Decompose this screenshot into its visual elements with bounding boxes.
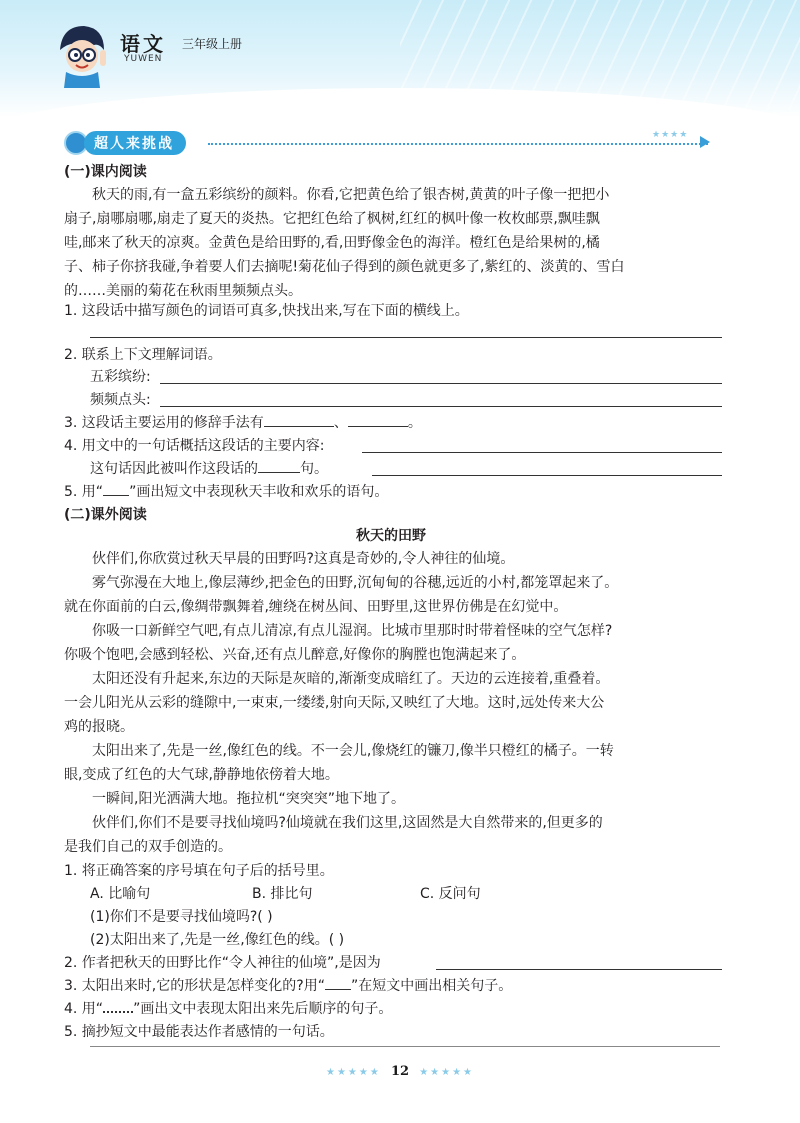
option-b: B. 排比句 — [252, 886, 313, 902]
p2-question-3-end: ”在短文中画出相关句子。 — [350, 978, 513, 994]
section-banner — [64, 131, 186, 155]
question-5-text: 5. 用“ — [64, 484, 104, 500]
wavy-line-sample — [103, 1001, 133, 1013]
section-stars: ★★★★ — [652, 130, 689, 140]
article-line: 太阳还没有升起来,东边的天际是灰暗的,渐渐变成暗红了。天边的云连接着,重叠着。 — [92, 671, 610, 687]
section-title: 超人来挑战 — [84, 131, 186, 155]
question-2b: 频频点头: — [90, 392, 151, 408]
p2-question-5: 5. 摘抄短文中最能表达作者感情的一句话。 — [64, 1024, 334, 1040]
underline-sample — [103, 483, 129, 496]
question-2a: 五彩缤纷: — [90, 369, 151, 385]
section-dotted-line — [208, 143, 708, 145]
subject-title: 语文 — [120, 32, 166, 56]
p2-question-3-text: 3. 太阳出来时,它的形状是怎样变化的?用“ — [64, 978, 325, 994]
subject-pinyin: YUWEN — [124, 54, 163, 64]
answer-blank[interactable] — [348, 414, 408, 427]
paragraph-line: 扇子,扇哪扇哪,扇走了夏天的炎热。它把红色给了枫树,红红的枫叶像一枚枚邮票,飘哇飘 — [64, 211, 600, 227]
arrow-icon — [700, 136, 710, 148]
question-4b-end: 句。 — [300, 461, 328, 477]
footer-stars-right: ★★★★★ — [419, 1067, 475, 1078]
article-line: 伙伴们,你们不是要寻找仙境吗?仙境就在我们这里,这固然是大自然带来的,但更多的 — [92, 815, 603, 831]
answer-line[interactable] — [90, 337, 722, 338]
page-header — [0, 0, 800, 118]
question-4b-text: 这句话因此被叫作这段话的 — [90, 461, 258, 477]
question-5-end: ”画出短文中表现秋天丰收和欢乐的语句。 — [129, 484, 389, 500]
paragraph-line: 的……美丽的菊花在秋雨里频频点头。 — [64, 283, 302, 299]
answer-line[interactable] — [362, 452, 722, 453]
p2-question-4-text: 4. 用“ — [64, 1001, 104, 1017]
article-line: 太阳出来了,先是一丝,像红色的线。不一会儿,像烧红的镰刀,像半只橙红的橘子。一转 — [92, 743, 614, 759]
answer-line[interactable] — [436, 969, 722, 970]
article-line: 伙伴们,你欣赏过秋天早晨的田野吗?这真是奇妙的,令人神往的仙境。 — [92, 551, 515, 567]
grade-label: 三年级上册 — [182, 37, 243, 51]
article-line: 就在你面前的白云,像绸带飘舞着,缠绕在树丛间、田野里,这世界仿佛是在幻觉中。 — [64, 599, 568, 615]
answer-line[interactable] — [160, 383, 722, 384]
article-line: 你吸个饱吧,会感到轻松、兴奋,还有点儿醉意,好像你的胸膛也饱满起来了。 — [64, 647, 526, 663]
article-line: 是我们自己的双手创造的。 — [64, 839, 232, 855]
page-number: 12 — [390, 1064, 410, 1079]
article-title: 秋天的田野 — [356, 528, 426, 544]
article-line: 鸡的报晓。 — [64, 719, 134, 735]
article-line: 你吸一口新鲜空气吧,有点儿清凉,有点儿湿润。比城市里那时时带着怪味的空气怎样? — [92, 623, 613, 639]
article-line: 雾气弥漫在大地上,像层薄纱,把金色的田野,沉甸甸的谷穗,远近的小村,都笼罩起来了。 — [92, 575, 619, 591]
footer-stars-left: ★★★★★ — [325, 1067, 381, 1078]
question-3-text: 3. 这段话主要运用的修辞手法有 — [64, 415, 264, 431]
question-3 — [64, 414, 422, 432]
option-c: C. 反问句 — [420, 886, 481, 902]
paragraph-line: 哇,邮来了秋天的凉爽。金黄色是给田野的,看,田野像金色的海洋。橙红色是给果树的,橘 — [64, 235, 600, 251]
article-line: 一会儿阳光从云彩的缝隙中,一束束,一缕缕,射向天际,又映红了大地。这时,远处传来大公 — [64, 695, 605, 711]
answer-blank[interactable] — [258, 460, 300, 473]
article-line: 一瞬间,阳光洒满大地。拖拉机“突突突”地下地了。 — [92, 791, 405, 807]
option-a: A. 比喻句 — [90, 886, 151, 902]
question-2: 2. 联系上下文理解词语。 — [64, 347, 222, 363]
underline-sample — [325, 977, 351, 990]
page-footer — [0, 1064, 800, 1079]
p2-question-4 — [64, 1000, 392, 1018]
part2-heading: (二)课外阅读 — [64, 507, 147, 523]
paragraph-line: 秋天的雨,有一盒五彩缤纷的颜料。你看,它把黄色给了银杏树,黄黄的叶子像一把把小 — [92, 187, 610, 203]
p2-question-3 — [64, 977, 512, 995]
article-line: 眼,变成了红色的大气球,静静地依傍着大地。 — [64, 767, 339, 783]
question-5 — [64, 483, 388, 501]
paragraph-line: 子、柿子你挤我碰,争着要人们去摘呢!菊花仙子得到的颜色就更多了,紫红的、淡黄的、雪白 — [64, 259, 625, 275]
question-1: 1. 这段话中描写颜色的词语可真多,快找出来,写在下面的横线上。 — [64, 303, 469, 319]
answer-line[interactable] — [372, 475, 722, 476]
part1-heading: (一)课内阅读 — [64, 164, 147, 180]
question-4b — [90, 460, 328, 478]
answer-blank[interactable] — [264, 414, 334, 427]
p2-question-2: 2. 作者把秋天的田野比作“令人神往的仙境”,是因为 — [64, 955, 381, 971]
answer-line[interactable] — [160, 406, 722, 407]
p2-question-1-1[interactable]: (1)你们不是要寻找仙境吗?( ) — [90, 909, 273, 925]
separator: 、 — [333, 415, 348, 431]
p2-question-4-end: ”画出文中表现太阳出来先后顺序的句子。 — [133, 1001, 393, 1017]
mascot-icon — [52, 20, 112, 88]
p2-question-1-2[interactable]: (2)太阳出来了,先是一丝,像红色的线。( ) — [90, 932, 345, 948]
p2-question-1: 1. 将正确答案的序号填在句子后的括号里。 — [64, 863, 334, 879]
question-4: 4. 用文中的一句话概括这段话的主要内容: — [64, 438, 325, 454]
footer-line — [90, 1046, 720, 1047]
period: 。 — [407, 415, 422, 431]
